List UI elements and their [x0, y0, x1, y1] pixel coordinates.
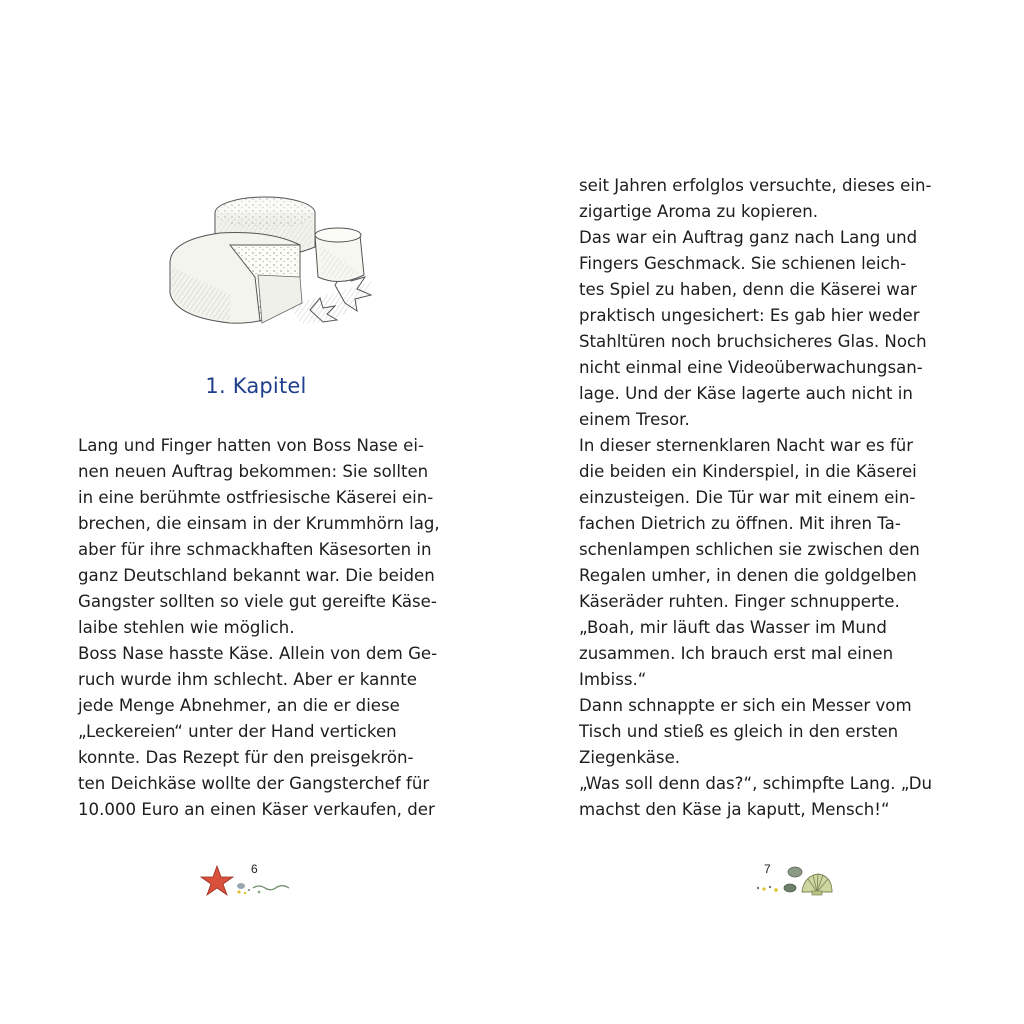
text-line: In dieser sternenklaren Nacht war es für [579, 436, 914, 455]
text-line: „Was soll denn das?“, schimpfte Lang. „Du [579, 774, 933, 793]
starfish-icon [193, 862, 293, 898]
text-line: „Leckereien“ unter der Hand verticken [78, 722, 397, 741]
text-line: in eine berühmte ostfriesische Käserei ein- [78, 488, 434, 507]
text-line: aber für ihre schmackhaften Käsesorten in [78, 540, 432, 559]
chapter-title: 1. Kapitel [205, 374, 307, 398]
text-line: Gangster sollten so viele gut gereifte Käse- [78, 592, 437, 611]
text-line: brechen, die einsam in der Krummhörn lag, [78, 514, 440, 533]
text-line: Dann schnappte er sich ein Messer vom [579, 696, 912, 715]
text-line: ganz Deutschland bekannt war. Die beiden [78, 566, 435, 585]
text-line: nen neuen Auftrag bekommen: Sie sollten [78, 462, 429, 481]
text-line: nicht einmal eine Videoüberwachungsan- [579, 358, 923, 377]
page-number: 7 [764, 862, 771, 876]
left-page-text [78, 433, 458, 823]
text-line: tes Spiel zu haben, denn die Käserei war [579, 280, 917, 299]
text-line: Käseräder ruhten. Finger schnupperte. [579, 592, 900, 611]
text-line: Lang und Finger hatten von Boss Nase ei- [78, 436, 424, 455]
text-line: Fingers Geschmack. Sie schienen leich- [579, 254, 907, 273]
text-line: 10.000 Euro an einen Käser verkaufen, der [78, 800, 435, 819]
text-line: einzusteigen. Die Tür war mit einem ein- [579, 488, 916, 507]
right-page [512, 0, 1024, 1024]
text-line: „Boah, mir läuft das Wasser im Mund [579, 618, 887, 637]
text-line: laibe stehlen wie möglich. [78, 618, 295, 637]
text-line: Boss Nase hasste Käse. Allein von dem Ge- [78, 644, 438, 663]
text-line: zigartige Aroma zu kopieren. [579, 202, 819, 221]
text-line: Imbiss.“ [579, 670, 647, 689]
cheese-illustration [160, 185, 390, 350]
page-number: 6 [251, 862, 258, 876]
text-line: seit Jahren erfolglos versuchte, dieses ein- [579, 176, 932, 195]
text-line: lage. Und der Käse lagerte auch nicht in [579, 384, 913, 403]
text-line: ten Deichkäse wollte der Gangsterchef für [78, 774, 430, 793]
text-line: Regalen umher, in denen die goldgelben [579, 566, 917, 585]
text-line: Das war ein Auftrag ganz nach Lang und [579, 228, 918, 247]
text-line: fachen Dietrich zu öffnen. Mit ihren Ta- [579, 514, 901, 533]
text-line: ruch wurde ihm schlecht. Aber er kannte [78, 670, 417, 689]
text-line: einem Tresor. [579, 410, 690, 429]
text-line: konnte. Das Rezept für den preisgekrön- [78, 748, 414, 767]
text-line: praktisch ungesichert: Es gab hier weder [579, 306, 920, 325]
text-line: die beiden ein Kinderspiel, in die Käserei [579, 462, 917, 481]
text-line: jede Menge Abnehmer, an die er diese [78, 696, 400, 715]
right-page-text [579, 173, 959, 823]
text-line: schenlampen schlichen sie zwischen den [579, 540, 920, 559]
text-line: zusammen. Ich brauch erst mal einen [579, 644, 894, 663]
text-line: Tisch und stieß es gleich in den ersten [579, 722, 899, 741]
text-line: machst den Käse ja kaputt, Mensch!“ [579, 800, 890, 819]
text-line: Ziegenkäse. [579, 748, 681, 767]
text-line: Stahltüren noch bruchsicheres Glas. Noch [579, 332, 927, 351]
